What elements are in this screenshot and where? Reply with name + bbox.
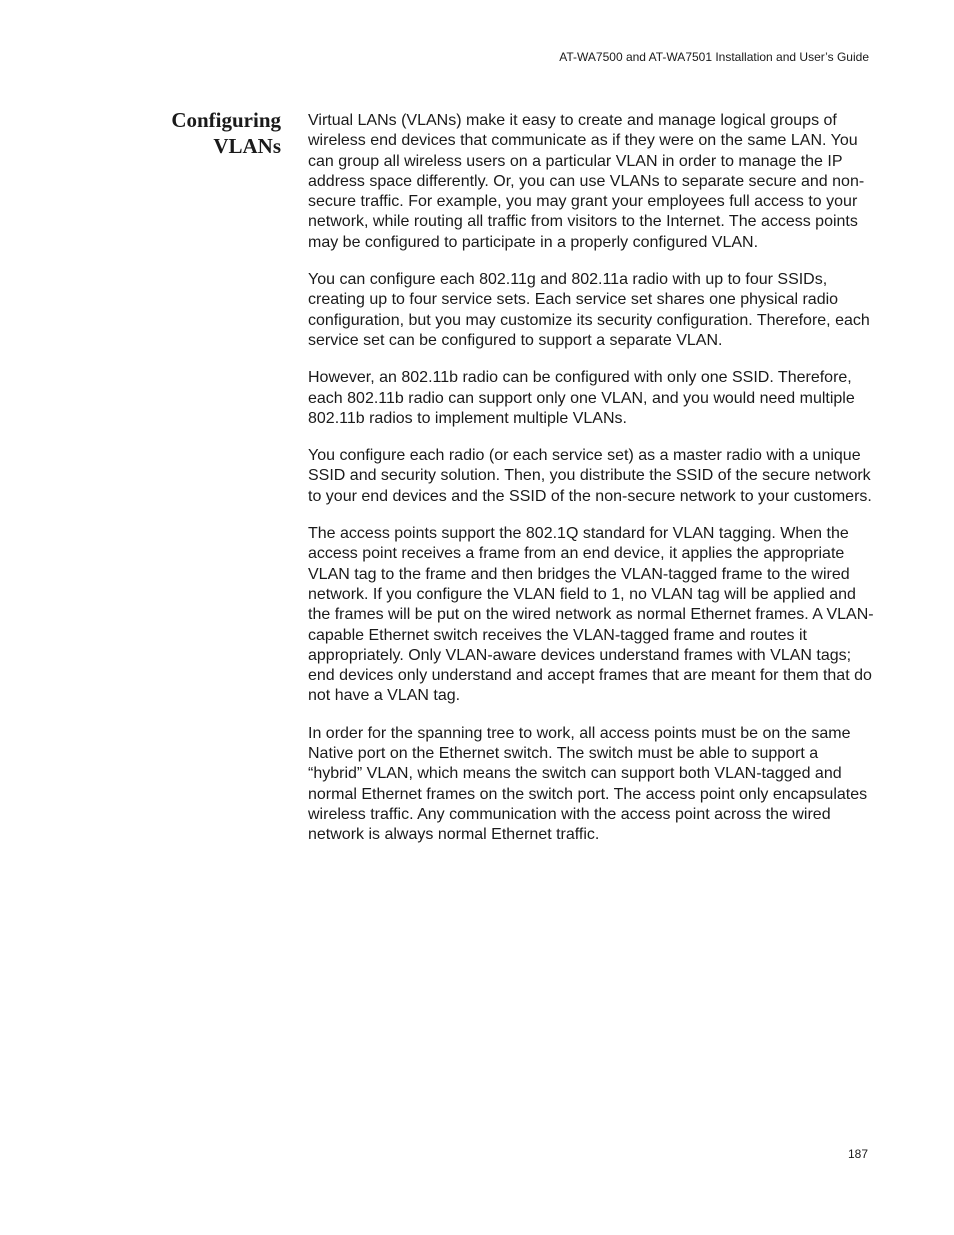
section-heading-line-1: Configuring bbox=[171, 108, 281, 132]
paragraph-spanning-tree: In order for the spanning tree to work, all access points must be on the same Native port on the Ethernet switch. The switch must be able to support a “hybrid” VLAN, which means the switch can support both VLAN-tagged and normal Ethernet frames on the switch port. The access point only encapsulates wireless traffic. Any communication with the access point across the wired network is always normal Ethernet traffic. bbox=[308, 724, 868, 844]
paragraph-8021q-tagging: The access points support the 802.1Q standard for VLAN tagging. When the access point receives a frame from an end device, it applies the appropriate VLAN tag to the frame and then bridges the VLAN-tagged frame to the wired network. If you configure the VLAN field to 1, no VLAN tag will be applied and the frames will be put on the wired network as normal Ethernet frames. A VLAN-capable Ethernet switch receives the VLAN-tagged frame and routes it appropriately. Only VLAN-aware devices understand frames with VLAN tags; end devices only understand and accept frames that are meant for them that do not have a VLAN tag. bbox=[308, 525, 874, 705]
paragraph-80211b-limitation: However, an 802.11b radio can be configured with only one SSID. Therefore, each 802.11b radio can support only one VLAN, and you would need multiple 802.11b radios to implement multiple VLANs. bbox=[308, 369, 855, 427]
page-number: 187 bbox=[847, 1147, 868, 1161]
section-body bbox=[308, 111, 874, 863]
section-heading-line-2: VLANs bbox=[213, 134, 281, 158]
paragraph-vlan-intro: Virtual LANs (VLANs) make it easy to create and manage logical groups of wireless end devices that communicate as if they were on the same LAN. You can group all wireless users on a particular VLAN in order to manage the IP address space differently. Or, you can use VLANs to separate secure and non-secure traffic. For example, you may grant your employees full access to your network, while routing all traffic from visitors to the Internet. The access points may be configured to participate in a properly configured VLAN. bbox=[308, 112, 865, 251]
running-header: AT-WA7500 and AT-WA7501 Installation and User’s Guide bbox=[559, 50, 869, 64]
paragraph-ssid-service-sets: You can configure each 802.11g and 802.11a radio with up to four SSIDs, creating up to four service sets. Each service set shares one physical radio configuration, but you may customize its security configuration. Therefore, each service set can be configured to support a separate VLAN. bbox=[308, 271, 870, 349]
paragraph-master-radio: You configure each radio (or each service set) as a master radio with a unique SSID and security solution. Then, you distribute the SSID of the secure network to your end devices and the SSID of the non-secure network to your customers. bbox=[308, 447, 872, 505]
section-heading bbox=[120, 107, 281, 159]
